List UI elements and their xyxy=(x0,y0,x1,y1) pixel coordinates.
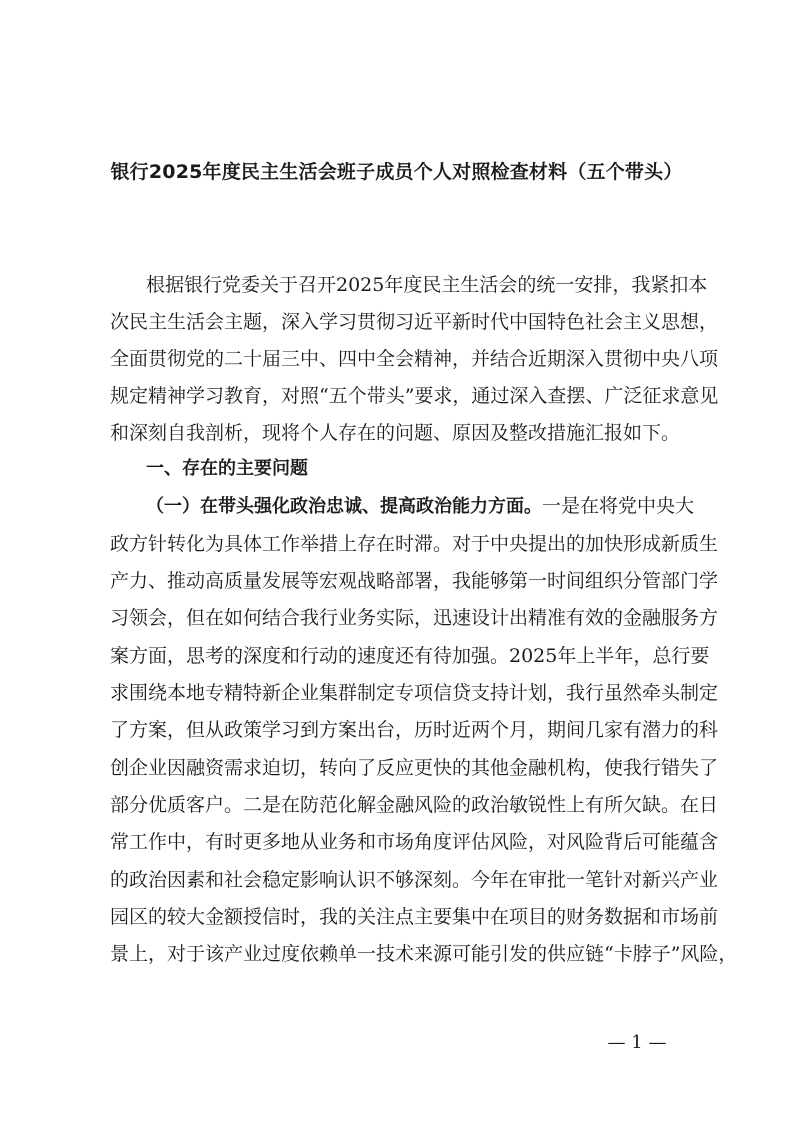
paragraph-line: 景上，对于该产业过度依赖单一技术来源可能引发的供应链“卡脖子”风险， xyxy=(110,943,738,965)
paragraph-line: 习领会，但在如何结合我行业务实际，迅速设计出精准有效的金融服务方 xyxy=(110,607,719,629)
paragraph-line: 园区的较大金额授信时，我的关注点主要集中在项目的财务数据和市场前 xyxy=(110,906,719,928)
paragraph-line: 政方针转化为具体工作举措上存在时滞。对于中央提出的加快形成新质生 xyxy=(110,533,719,555)
paragraph-run: 一是在将党中央大 xyxy=(542,495,695,517)
paragraph-line: 产力、推动高质量发展等宏观战略部署，我能够第一时间组织分管部门学 xyxy=(110,570,719,592)
paragraph-line-first xyxy=(146,486,695,526)
section-heading: 一、存在的主要问题 xyxy=(146,458,308,479)
paragraph-line: 部分优质客户。二是在防范化解金融风险的政治敏锐性上有所欠缺。在日 xyxy=(110,794,719,816)
paragraph-line: 次民主生活会主题，深入学习贯彻习近平新时代中国特色社会主义思想， xyxy=(110,311,719,333)
document-title: 银行2025年度民主生活会班子成员个人对照检查材料（五个带头） xyxy=(110,161,683,183)
paragraph-line: 规定精神学习教育，对照“五个带头”要求，通过深入查摆、广泛征求意见 xyxy=(110,385,719,407)
paragraph-line: 创企业因融资需求迫切，转向了反应更快的其他金融机构，使我行错失了 xyxy=(110,757,719,779)
page-number: — 1 — xyxy=(607,1032,667,1053)
paragraph-line: 常工作中，有时更多地从业务和市场角度评估风险，对风险背后可能蕴含 xyxy=(110,831,719,853)
subsection-heading: （一）在带头强化政治忠诚、提高政治能力方面。 xyxy=(146,496,542,517)
paragraph-line: 根据银行党委关于召开2025年度民主生活会的统一安排，我紧扣本 xyxy=(146,274,708,296)
paragraph-line: 全面贯彻党的二十届三中、四中全会精神，并结合近期深入贯彻中央八项 xyxy=(110,348,719,370)
paragraph-line: 的政治因素和社会稳定影响认识不够深刻。今年在审批一笔针对新兴产业 xyxy=(110,869,719,891)
paragraph-line: 案方面，思考的深度和行动的速度还有待加强。2025年上半年，总行要 xyxy=(110,645,710,667)
paragraph-line: 求围绕本地专精特新企业集群制定专项信贷支持计划，我行虽然牵头制定 xyxy=(110,682,719,704)
paragraph-line: 了方案，但从政策学习到方案出台，历时近两个月，期间几家有潜力的科 xyxy=(110,719,719,741)
paragraph-line: 和深刻自我剖析，现将个人存在的问题、原因及整改措施汇报如下。 xyxy=(110,422,681,444)
